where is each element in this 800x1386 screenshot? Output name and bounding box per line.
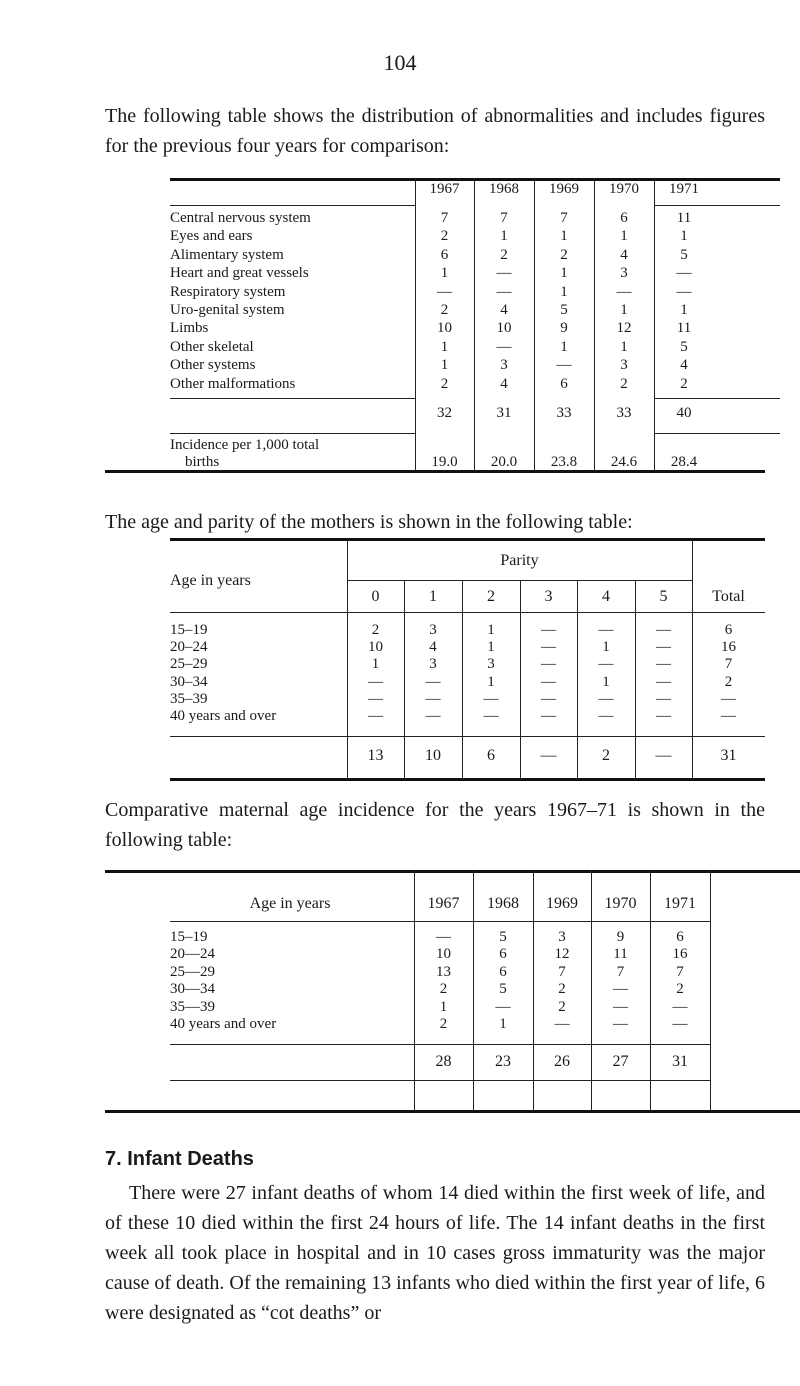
table-cell: 10 bbox=[368, 639, 383, 656]
row-label: 25—29 bbox=[170, 963, 215, 980]
table-cell: 10 bbox=[437, 320, 452, 337]
table-cell: — bbox=[613, 998, 628, 1015]
table-cell: 4 bbox=[429, 639, 437, 656]
row-label: Respiratory system bbox=[170, 283, 286, 300]
total-cell: — bbox=[655, 747, 672, 764]
year-header: 1970 bbox=[609, 181, 639, 197]
table-cell: 1 bbox=[440, 338, 449, 355]
table-cell: 2 bbox=[676, 981, 684, 998]
parity-header-cell: 3 bbox=[544, 588, 553, 605]
table-cell: 3 bbox=[429, 622, 437, 638]
year-header: 1971 bbox=[669, 181, 699, 197]
table-cell: 5 bbox=[680, 246, 688, 263]
row-label: Heart and great vessels bbox=[170, 265, 309, 282]
row-total: 2 bbox=[724, 673, 733, 690]
table-cell: 4 bbox=[500, 375, 508, 392]
table-cell: 1 bbox=[487, 639, 495, 656]
table-cell: 6 bbox=[440, 246, 449, 263]
table-cell: — bbox=[616, 283, 632, 300]
total-header: Total bbox=[712, 588, 745, 605]
row-label: 25–29 bbox=[170, 656, 208, 673]
row-label: 40 years and over bbox=[170, 708, 277, 724]
total-cell: 13 bbox=[367, 747, 384, 764]
table-cell: 5 bbox=[680, 338, 688, 355]
row-label: Other malformations bbox=[170, 375, 296, 392]
grand-total: 31 bbox=[720, 747, 737, 764]
table-cell: — bbox=[613, 1016, 628, 1032]
incidence-cell: 23.8 bbox=[550, 454, 578, 470]
table-cell: — bbox=[554, 1016, 570, 1032]
table-cell: 1 bbox=[440, 265, 449, 282]
incidence-label: Incidence per 1,000 total bbox=[170, 437, 320, 453]
table-cell: 1 bbox=[620, 338, 628, 355]
table-cell: — bbox=[437, 283, 452, 300]
table-cell: 12 bbox=[554, 946, 570, 963]
table-cell: — bbox=[598, 708, 614, 724]
table-cell: — bbox=[496, 265, 512, 282]
table-cell: 1 bbox=[560, 338, 568, 355]
parity-header-cell: 4 bbox=[602, 588, 610, 605]
total-cell: 26 bbox=[554, 1053, 570, 1070]
table-cell: 2 bbox=[439, 1016, 448, 1032]
total-cell: 31 bbox=[672, 1053, 688, 1070]
incidence-label: births bbox=[185, 454, 220, 470]
table-cell: 7 bbox=[500, 210, 508, 226]
row-label: 20–24 bbox=[170, 639, 208, 656]
table-cell: 16 bbox=[672, 946, 688, 963]
row-label: 35–39 bbox=[170, 690, 208, 707]
table-cell: 1 bbox=[439, 998, 448, 1015]
table-cell: 7 bbox=[560, 210, 568, 226]
row-label: Central nervous system bbox=[170, 210, 311, 226]
table-cell: — bbox=[598, 656, 614, 673]
total-cell: — bbox=[540, 747, 557, 764]
table-cell: — bbox=[541, 622, 556, 638]
table-cell: — bbox=[541, 639, 556, 656]
row-label: 20—24 bbox=[170, 946, 215, 963]
age-header: Age in years bbox=[170, 572, 251, 589]
row-label: Other skeletal bbox=[170, 338, 254, 355]
table-cell: 1 bbox=[620, 302, 628, 318]
table-cell: — bbox=[541, 708, 556, 724]
table-cell: 1 bbox=[602, 673, 610, 690]
table-cell: 6 bbox=[499, 946, 507, 963]
total-cell: 6 bbox=[487, 747, 495, 764]
row-label: 40 years and over bbox=[170, 1016, 277, 1032]
table-cell: — bbox=[368, 690, 383, 707]
table-cell: 7 bbox=[676, 963, 684, 980]
incidence-cell: 28.4 bbox=[670, 454, 698, 470]
age-header: Age in years bbox=[249, 895, 331, 912]
table-cell: 5 bbox=[499, 981, 507, 998]
table-cell: 7 bbox=[440, 210, 449, 226]
table-cell: — bbox=[436, 929, 451, 945]
total-cell: 23 bbox=[495, 1053, 511, 1070]
row-label: Uro-genital system bbox=[170, 302, 285, 318]
row-total: 16 bbox=[721, 639, 736, 656]
parity-header-cell: 1 bbox=[429, 588, 437, 605]
total-cell: 28 bbox=[435, 1053, 452, 1070]
table-cell: — bbox=[613, 981, 628, 998]
table-cell: — bbox=[656, 656, 671, 673]
table-cell: 9 bbox=[616, 929, 625, 945]
parity-header-cell: 5 bbox=[659, 588, 668, 605]
table-cell: 1 bbox=[487, 622, 495, 638]
table-cell: 2 bbox=[440, 375, 449, 392]
table-cell: — bbox=[672, 998, 688, 1015]
table-cell: — bbox=[541, 690, 556, 707]
year-header: 1971 bbox=[664, 895, 696, 912]
row-label: Limbs bbox=[170, 320, 209, 337]
row-total: 6 bbox=[724, 622, 733, 638]
total-cell: 33 bbox=[556, 405, 572, 421]
table-cell: 2 bbox=[440, 228, 449, 245]
table-cell: 1 bbox=[487, 673, 495, 690]
table-cell: 1 bbox=[500, 228, 508, 245]
parity-header-cell: 2 bbox=[487, 588, 495, 605]
total-cell: 32 bbox=[437, 405, 452, 421]
table-cell: — bbox=[656, 673, 671, 690]
table-cell: — bbox=[541, 656, 556, 673]
table-cell: — bbox=[496, 283, 512, 300]
table-cell: — bbox=[676, 283, 692, 300]
table-cell: — bbox=[425, 690, 441, 707]
year-header: 1967 bbox=[429, 181, 460, 197]
table-cell: — bbox=[656, 639, 671, 656]
row-label: 15–19 bbox=[170, 929, 208, 945]
parity-header-cell: 0 bbox=[371, 588, 380, 605]
section-heading: 7. Infant Deaths bbox=[105, 1148, 254, 1170]
table-cell: 2 bbox=[500, 246, 508, 263]
table-cell: 9 bbox=[560, 320, 568, 337]
table-cell: 3 bbox=[620, 265, 628, 282]
table-cell: 2 bbox=[440, 302, 449, 318]
table-cell: 1 bbox=[680, 228, 688, 245]
year-header: 1969 bbox=[549, 181, 579, 197]
table-cell: — bbox=[672, 1016, 688, 1032]
table-cell: 1 bbox=[371, 656, 380, 673]
table-cell: 1 bbox=[560, 265, 568, 282]
table-cell: 2 bbox=[680, 375, 688, 392]
page-number: 104 bbox=[383, 50, 417, 75]
row-total: 7 bbox=[724, 656, 733, 673]
year-header: 1968 bbox=[487, 895, 519, 912]
table-cell: 6 bbox=[499, 963, 507, 980]
table-cell: 2 bbox=[560, 246, 568, 263]
table-cell: — bbox=[425, 673, 441, 690]
table-cell: 6 bbox=[620, 210, 628, 226]
table-cell: — bbox=[676, 265, 692, 282]
table-cell: 1 bbox=[560, 228, 568, 245]
table-cell: 3 bbox=[487, 656, 495, 673]
year-header: 1970 bbox=[604, 895, 637, 912]
table-cell: 1 bbox=[680, 302, 688, 318]
row-label: 15–19 bbox=[170, 622, 208, 638]
intro-abnormalities: The following table shows the distribution of abnormalities and includes figures for the previous four years for comparison: bbox=[105, 105, 765, 157]
table-cell: — bbox=[368, 673, 383, 690]
table-cell: — bbox=[656, 690, 671, 707]
year-header: 1967 bbox=[427, 895, 460, 912]
table-cell: 2 bbox=[620, 375, 628, 392]
table-cell: — bbox=[598, 690, 614, 707]
total-cell: 40 bbox=[676, 405, 692, 421]
table-cell: 2 bbox=[558, 981, 566, 998]
table-cell: 4 bbox=[620, 246, 628, 263]
table-cell: — bbox=[496, 338, 512, 355]
row-label: Other systems bbox=[170, 357, 256, 374]
table-cell: 4 bbox=[680, 357, 688, 374]
table-cell: 11 bbox=[676, 210, 692, 226]
incidence-cell: 19.0 bbox=[431, 454, 458, 470]
total-cell: 2 bbox=[602, 747, 610, 764]
table-cell: 12 bbox=[616, 320, 632, 337]
row-label: Eyes and ears bbox=[170, 228, 253, 245]
table-cell: — bbox=[425, 708, 441, 724]
table-cell: 3 bbox=[429, 656, 437, 673]
table-cell: 10 bbox=[436, 946, 451, 963]
table-cell: — bbox=[541, 673, 556, 690]
intro-age-parity: The age and parity of the mothers is shown in the following table: bbox=[105, 511, 633, 533]
table-cell: 5 bbox=[560, 302, 568, 318]
row-label: 30–34 bbox=[170, 673, 208, 690]
table-cell: 1 bbox=[560, 283, 568, 300]
row-total: — bbox=[721, 708, 736, 724]
table-cell: 11 bbox=[613, 946, 628, 963]
table-cell: 5 bbox=[499, 929, 507, 945]
table-cell: — bbox=[656, 622, 671, 638]
table-cell: 6 bbox=[676, 929, 684, 945]
row-label: 35—39 bbox=[170, 998, 215, 1015]
table-cell: — bbox=[483, 708, 499, 724]
table-cell: 13 bbox=[436, 963, 451, 980]
year-header: 1969 bbox=[546, 895, 578, 912]
table-cell: 4 bbox=[500, 302, 508, 318]
total-cell: 27 bbox=[612, 1053, 629, 1070]
table-cell: 1 bbox=[499, 1016, 507, 1032]
table-cell: 2 bbox=[439, 981, 448, 998]
table-cell: 11 bbox=[676, 320, 692, 337]
row-total: — bbox=[721, 690, 736, 707]
year-header: 1968 bbox=[489, 181, 519, 197]
table-cell: — bbox=[598, 622, 614, 638]
table-cell: — bbox=[656, 708, 671, 724]
table-cell: 10 bbox=[496, 320, 512, 337]
table-cell: 3 bbox=[558, 929, 566, 945]
infant-deaths-text: There were 27 infant deaths of whom 14 died within the first week of life, and of these 10 died within the first 24 hours of life. The 14 infant deaths in the first week all took place in hospital and in 10 cases gross immaturity was the major cause of death. Of the remaining 13 infants who died within the first year of life, 6 were designated as “cot deaths” or bbox=[105, 1182, 765, 1324]
table-cell: — bbox=[483, 690, 499, 707]
incidence-cell: 20.0 bbox=[490, 454, 518, 470]
total-cell: 33 bbox=[616, 405, 632, 421]
table-cell: 1 bbox=[440, 357, 449, 374]
table-cell: — bbox=[368, 708, 383, 724]
table-cell: 2 bbox=[371, 622, 380, 638]
total-cell: 31 bbox=[496, 405, 512, 421]
table-cell: 1 bbox=[620, 228, 628, 245]
parity-header: Parity bbox=[500, 552, 539, 569]
table-cell: 7 bbox=[558, 963, 566, 980]
table-cell: 3 bbox=[500, 357, 508, 374]
row-label: 30—34 bbox=[170, 981, 215, 998]
table-cell: 2 bbox=[558, 998, 566, 1015]
row-label: Alimentary system bbox=[170, 246, 284, 263]
table-cell: 7 bbox=[616, 963, 625, 980]
table-cell: 1 bbox=[602, 639, 610, 656]
table-cell: — bbox=[556, 357, 572, 374]
table-cell: — bbox=[495, 998, 511, 1015]
table-cell: 6 bbox=[560, 375, 568, 392]
total-cell: 10 bbox=[425, 747, 441, 764]
table-cell: 3 bbox=[620, 357, 628, 374]
incidence-cell: 24.6 bbox=[610, 454, 638, 470]
intro-comparative-age: Comparative maternal age incidence for the years 1967–71 is shown in the following table: bbox=[105, 799, 765, 851]
